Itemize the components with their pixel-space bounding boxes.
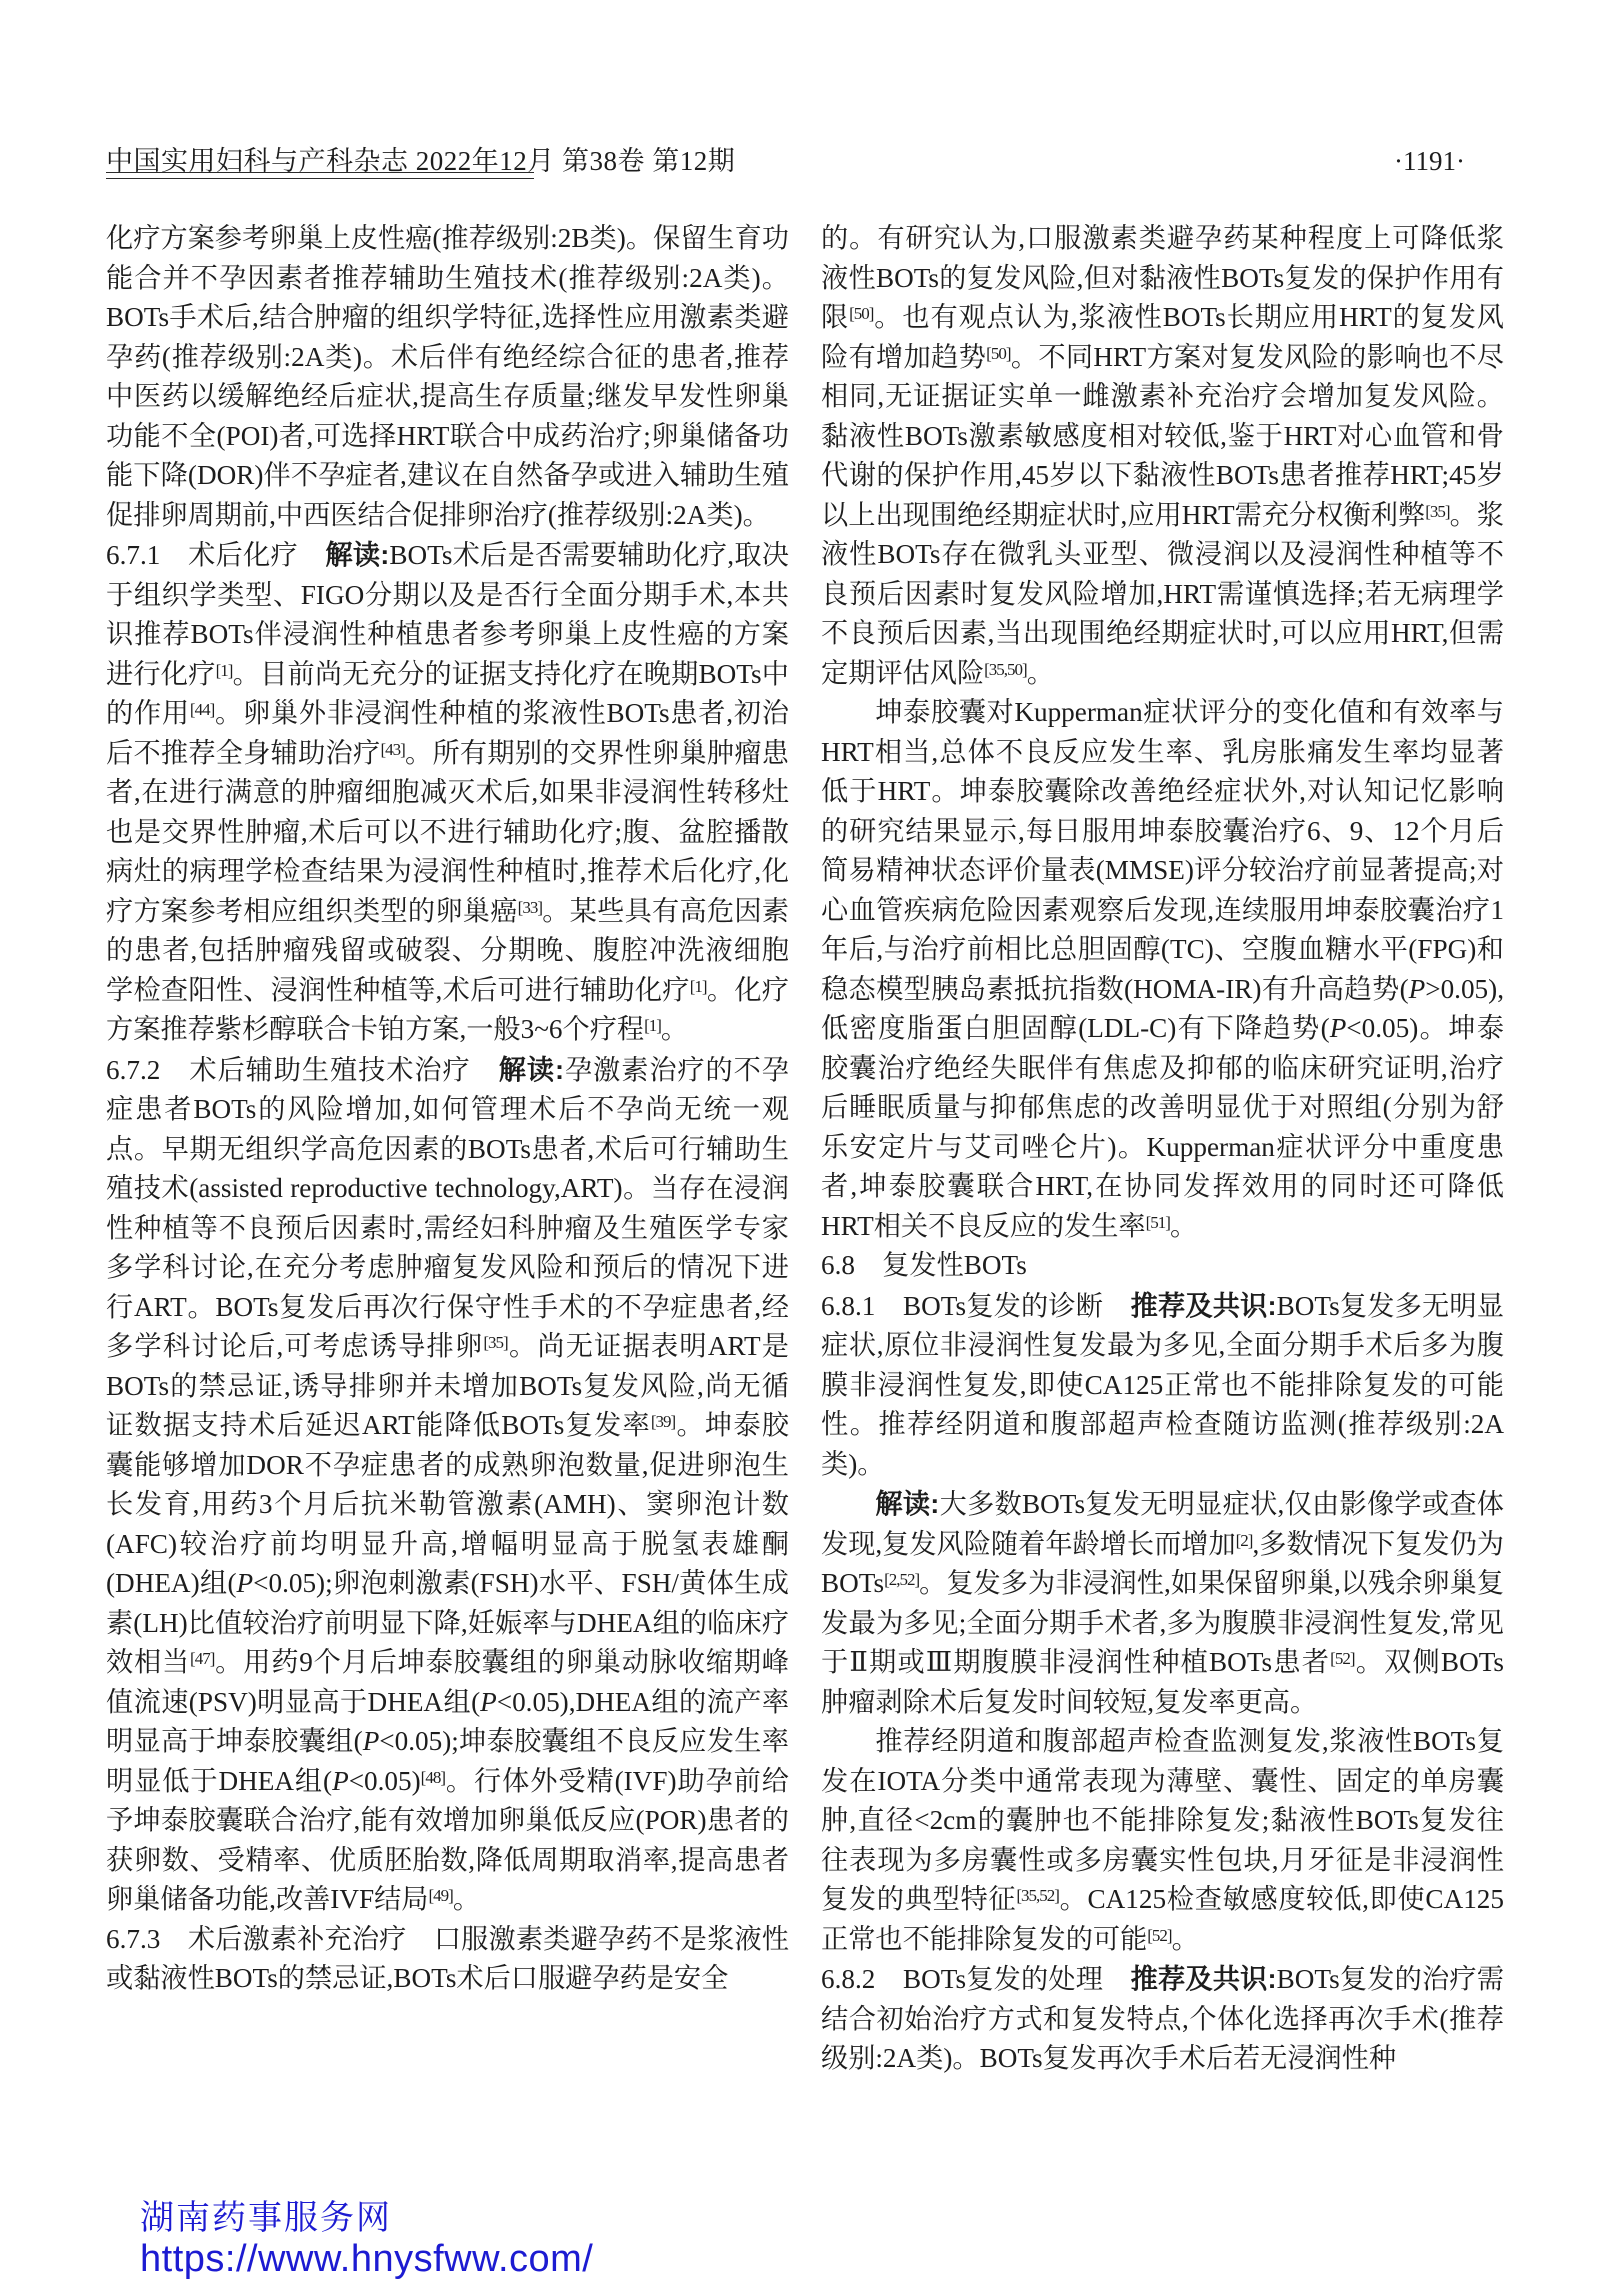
paragraph: 6.7.3 术后激素补充治疗 口服激素类避孕药不是浆液性或黏液性BOTs的禁忌证,BOTs术后口服避孕药是安全: [106, 1923, 789, 1993]
text-column-left: [106, 219, 789, 1999]
paragraph: 6.8 复发性BOTs: [821, 1250, 1027, 1280]
watermark-site-name: 湖南药事服务网: [140, 2199, 392, 2237]
watermark: [140, 2198, 593, 2281]
paragraph: 6.7.2 术后辅助生殖技术治疗 解读:孕激素治疗的不孕症患者BOTs的风险增加,如何管理术后不孕尚无统一观点。早期无组织学高危因素的BOTs患者,术后可行辅助生殖技术(assisted reproductive technology,ART)。当存在浸润性种植等不良预后因素时,需经妇科肿瘤及生殖医学专家多学科讨论,在充分考虑肿瘤复发风险和预后的情况下进行ART。BOTs复发后再次行保守性手术的不孕症患者,经多学科讨论后,可考虑诱导排卵[35]。尚无证据表明ART是BOTs的禁忌证,诱导排卵并未增加BOTs复发风险,尚无循证数据支持术后延迟ART能降低BOTs复发率[39]。坤泰胶囊能够增加DOR不孕症患者的成熟卵泡数量,促进卵泡生长发育,用药3个月后抗米勒管激素(AMH)、窦卵泡计数(AFC)较治疗前均明显升高,增幅明显高于脱氢表雄酮(DHEA)组(P<0.05);卵泡刺激素(FSH)水平、FSH/黄体生成素(LH)比值较治疗前明显下降,妊娠率与DHEA组的临床疗效相当[47]。用药9个月后坤泰胶囊组的卵巢动脉收缩期峰值流速(PSV)明显高于DHEA组(P<0.05),DHEA组的流产率明显高于坤泰胶囊组(P<0.05);坤泰胶囊组不良反应发生率明显低于DHEA组(P<0.05)[48]。行体外受精(IVF)助孕前给予坤泰胶囊联合治疗,能有效增加卵巢低反应(POR)患者的获卵数、受精率、优质胚胎数,降低周期取消率,提高患者卵巢储备功能,改善IVF结局[49]。: [106, 1053, 790, 1914]
paragraph: 推荐经阴道和腹部超声检查监测复发,浆液性BOTs复发在IOTA分类中通常表现为薄壁、囊性、固定的单房囊肿,直径<2cm的囊肿也不能排除复发;黏液性BOTs复发往往表现为多房囊性或多房囊实性包块,月牙征是非浸润性复发的典型特征[35,52]。CA125检查敏感度较低,即使CA125正常也不能排除复发的可能[52]。: [821, 1726, 1504, 1954]
paragraph: 坤泰胶囊对Kupperman症状评分的变化值和有效率与HRT相当,总体不良反应发生率、乳房胀痛发生率均显著低于HRT。坤泰胶囊除改善绝经症状外,对认知记忆影响的研究结果显示,每日服用坤泰胶囊治疗6、9、12个月后简易精神状态评价量表(MMSE)评分较治疗前显著提高;对心血管疾病危险因素观察后发现,连续服用坤泰胶囊治疗1年后,与治疗前相比总胆固醇(TC)、空腹血糖水平(FPG)和稳态模型胰岛素抵抗指数(HOMA-IR)有升高趋势(P>0.05),低密度脂蛋白胆固醇(LDL-C)有下降趋势(P<0.05)。坤泰胶囊治疗绝经失眠伴有焦虑及抑郁的临床研究证明,治疗后睡眠质量与抑郁焦虑的改善明显优于对照组(分别为舒乐安定片与艾司唑仑片)。Kupperman症状评分中重度患者,坤泰胶囊联合HRT,在协同发挥效用的同时还可降低HRT相关不良反应的发生率[51]。: [821, 697, 1504, 1241]
watermark-site-url: https://www.hnysfww.com/: [140, 2238, 594, 2280]
paragraph: 化疗方案参考卵巢上皮性癌(推荐级别:2B类)。保留生育功能合并不孕因素者推荐辅助生殖技术(推荐级别:2A类)。BOTs手术后,结合肿瘤的组织学特征,选择性应用激素类避孕药(推荐级别:2A类)。术后伴有绝经综合征的患者,推荐中医药以缓解绝经后症状,提高生存质量;继发早发性卵巢功能不全(POI)者,可选择HRT联合中成药治疗;卵巢储备功能下降(DOR)伴不孕症者,建议在自然备孕或进入辅助生殖促排卵周期前,中西医结合促排卵治疗(推荐级别:2A类)。: [106, 223, 789, 530]
paragraph: 解读:大多数BOTs复发无明显症状,仅由影像学或查体发现,复发风险随着年龄增长而增加[2],多数情况下复发仍为BOTs[2,52]。复发多为非浸润性,如果保留卵巢,以残余卵巢复发最为多见;全面分期手术者,多为腹膜非浸润性复发,常见于Ⅱ期或Ⅲ期腹膜非浸润性种植BOTs患者[52]。双侧BOTs肿瘤剥除术后复发时间较短,复发率更高。: [821, 1488, 1504, 1717]
page-number: ·1191·: [1394, 146, 1465, 176]
paragraph: 6.7.1 术后化疗 解读:BOTs术后是否需要辅助化疗,取决于组织学类型、FIGO分期以及是否行全面分期手术,本共识推荐BOTs伴浸润性种植患者参考卵巢上皮性癌的方案进行化疗[1]。目前尚无充分的证据支持化疗在晚期BOTs中的作用[44]。卵巢外非浸润性种植的浆液性BOTs患者,初治后不推荐全身辅助治疗[43]。所有期别的交界性卵巢肿瘤患者,在进行满意的肿瘤细胞减灭术后,如果非浸润性转移灶也是交界性肿瘤,术后可以不进行辅助化疗;腹、盆腔播散病灶的病理学检查结果为浸润性种植时,推荐术后化疗,化疗方案参考相应组织类型的卵巢癌[33]。某些具有高危因素的患者,包括肿瘤残留或破裂、分期晚、腹腔冲洗液细胞学检查阳性、浸润性种植等,术后可进行辅助化疗[1]。化疗方案推荐紫杉醇联合卡铂方案,一般3~6个疗程[1]。: [106, 539, 789, 1044]
journal-header: 中国实用妇科与产科杂志 2022年12月 第38卷 第12期: [106, 146, 736, 176]
paragraph: 6.8.1 BOTs复发的诊断 推荐及共识:BOTs复发多无明显症状,原位非浸润性复发最为多见,全面分期手术后多为腹膜非浸润性复发,即使CA125正常也不能排除复发的可能性。推荐经阴道和腹部超声检查随访监测(推荐级别:2A类)。: [821, 1289, 1504, 1479]
header-rule: [106, 172, 534, 179]
text-column-right: [821, 219, 1504, 2079]
paragraph: 的。有研究认为,口服激素类避孕药某种程度上可降低浆液性BOTs的复发风险,但对黏液性BOTs复发的保护作用有限[50]。也有观点认为,浆液性BOTs长期应用HRT的复发风险有增加趋势[50]。不同HRT方案对复发风险的影响也不尽相同,无证据证实单一雌激素补充治疗会增加复发风险。黏液性BOTs激素敏感度相对较低,鉴于HRT对心血管和骨代谢的保护作用,45岁以下黏液性BOTs患者推荐HRT;45岁以上出现围绝经期症状时,应用HRT需充分权衡利弊[35]。浆液性BOTs存在微乳头亚型、微浸润以及浸润性种植等不良预后因素时复发风险增加,HRT需谨慎选择;若无病理学不良预后因素,当出现围绝经期症状时,可以应用HRT,但需定期评估风险[35,50]。: [821, 223, 1504, 688]
paragraph: 6.8.2 BOTs复发的处理 推荐及共识:BOTs复发的治疗需结合初始治疗方式和复发特点,个体化选择再次手术(推荐级别:2A类)。BOTs复发再次手术后若无浸润性种: [821, 1963, 1504, 2073]
